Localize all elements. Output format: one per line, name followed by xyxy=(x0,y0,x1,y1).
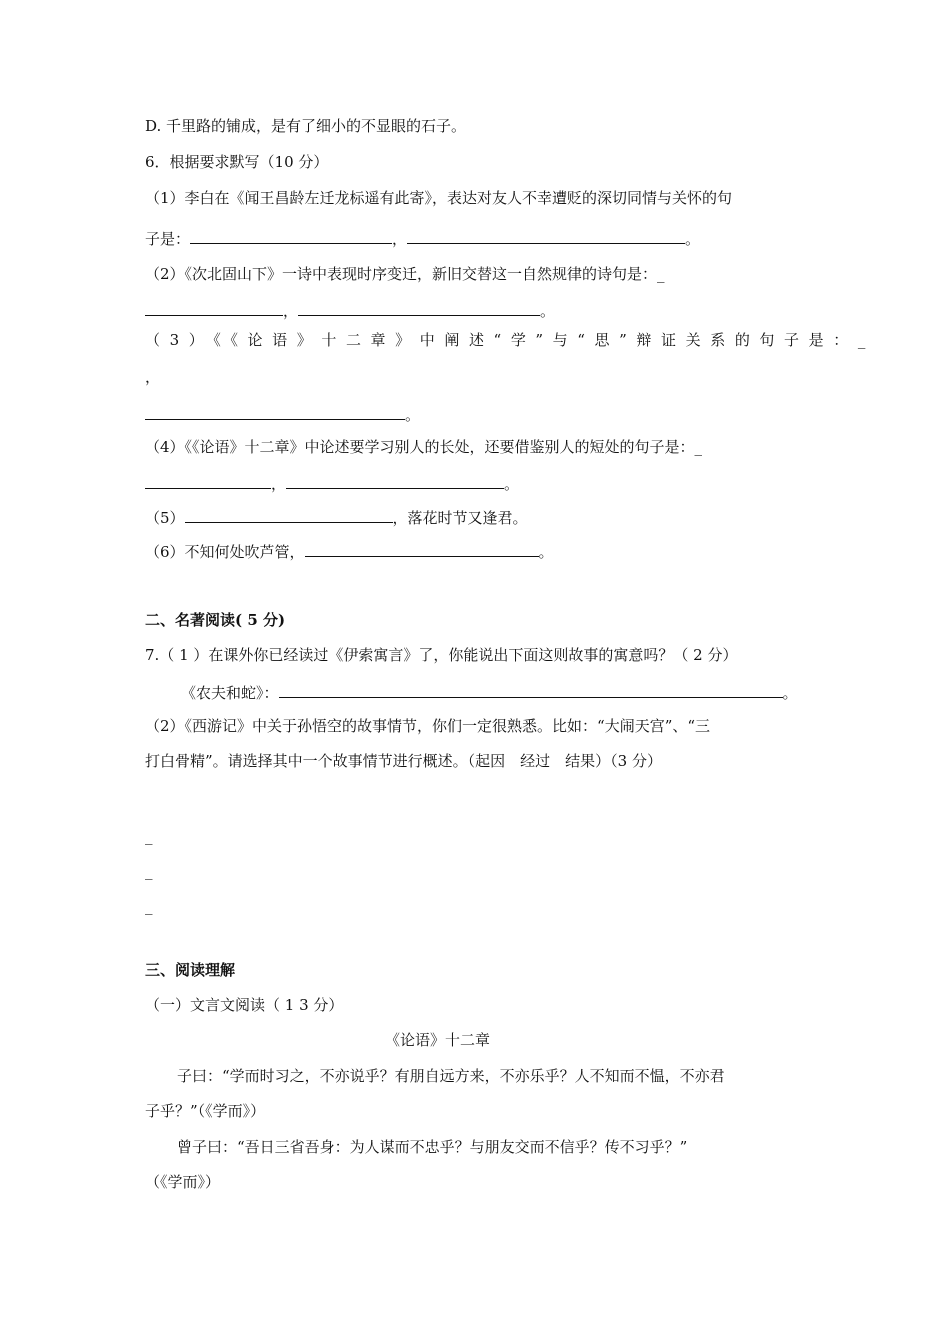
comma: ， xyxy=(283,302,299,320)
q7-part1-text: 7.（ 1 ）在课外你已经读过《伊索寓言》了，你能说出下面这则故事的寓意吗？（ 2 分） xyxy=(145,646,738,664)
q6-part6-line xyxy=(145,540,554,562)
q6-part5-suffix: ，落花时节又逢君。 xyxy=(392,509,528,527)
answer-mark[interactable]: _ xyxy=(145,897,153,915)
period: 。 xyxy=(685,230,701,248)
answer-blank[interactable] xyxy=(407,227,685,244)
q6-part3-comma: ， xyxy=(145,368,161,386)
period: 。 xyxy=(540,302,556,320)
q6-part1-prefix: 子是： xyxy=(145,230,191,248)
period: 。 xyxy=(782,684,798,702)
answer-blank[interactable] xyxy=(286,472,504,489)
passage-p1-line1: 子曰：“学而时习之，不亦说乎？有朋自远方来，不亦乐乎？人不知而不愠，不亦君 xyxy=(177,1067,725,1085)
period: 。 xyxy=(405,406,421,424)
period: 。 xyxy=(504,475,520,493)
answer-mark[interactable]: _ xyxy=(145,862,153,880)
section-3-heading: 三、阅读理解 xyxy=(145,961,236,979)
answer-blank[interactable] xyxy=(145,472,271,489)
passage-title: 《论语》十二章 xyxy=(385,1031,491,1049)
question-6-title: 6．根据要求默写（10 分） xyxy=(145,153,329,171)
q6-part3-text: （3）《《论语》十二章》中阐述“学”与“思”辩证关系的句子是：_ xyxy=(145,331,875,349)
option-d: D. 千里路的铺成，是有了细小的不显眼的石子。 xyxy=(145,117,467,135)
comma: ， xyxy=(392,230,408,248)
q6-part1-answer-line xyxy=(145,227,700,249)
answer-blank[interactable] xyxy=(305,540,539,557)
q6-part2-text: （2）《次北固山下》一诗中表现时序变迁，新旧交替这一自然规律的诗句是：_ xyxy=(145,265,665,283)
q6-part1-text: （1）李白在《闻王昌龄左迁龙标遥有此寄》，表达对友人不幸遭贬的深切同情与关怀的句 xyxy=(145,189,733,207)
period: 。 xyxy=(538,543,554,561)
answer-mark[interactable]: _ xyxy=(145,827,153,845)
answer-blank[interactable] xyxy=(298,299,540,316)
answer-blank[interactable] xyxy=(145,403,405,420)
q6-part4-text: （4）《《论语》十二章》中论述要学习别人的长处，还要借鉴别人的短处的句子是：_ xyxy=(145,438,703,456)
passage-p2-line2: （《学而》） xyxy=(145,1173,221,1191)
answer-blank[interactable] xyxy=(145,299,283,316)
q6-part5-prefix: （5） xyxy=(145,509,185,527)
q6-part6-prefix: （6）不知何处吹芦管， xyxy=(145,543,305,561)
answer-blank[interactable] xyxy=(279,681,783,698)
answer-blank[interactable] xyxy=(185,506,393,523)
fable-title: 《农夫和蛇》： xyxy=(181,684,279,702)
section-3-subheading: （一）文言文阅读（ 1 3 分） xyxy=(145,996,344,1014)
q6-part2-answer-line xyxy=(145,299,555,321)
answer-blank[interactable] xyxy=(190,227,392,244)
q7-part2-line2: 打白骨精”。请选择其中一个故事情节进行概述。（起因 经过 结果）（3 分） xyxy=(145,752,662,770)
q6-part3-answer-line xyxy=(145,403,420,425)
q7-part2-line1: （2）《西游记》中关于孙悟空的故事情节，你们一定很熟悉。比如：“大闹天宫”、“三 xyxy=(145,717,711,735)
passage-p1-line2: 子乎？”（《学而》） xyxy=(145,1102,266,1120)
q6-part5-line xyxy=(145,506,528,528)
section-2-heading: 二、名著阅读( 5 分) xyxy=(145,611,286,629)
q7-fable-answer-line xyxy=(181,681,798,703)
comma: ， xyxy=(271,475,287,493)
passage-p2-line1: 曾子曰：“吾日三省吾身：为人谋而不忠乎？与朋友交而不信乎？传不习乎？” xyxy=(177,1138,688,1156)
q6-part4-answer-line xyxy=(145,472,519,494)
